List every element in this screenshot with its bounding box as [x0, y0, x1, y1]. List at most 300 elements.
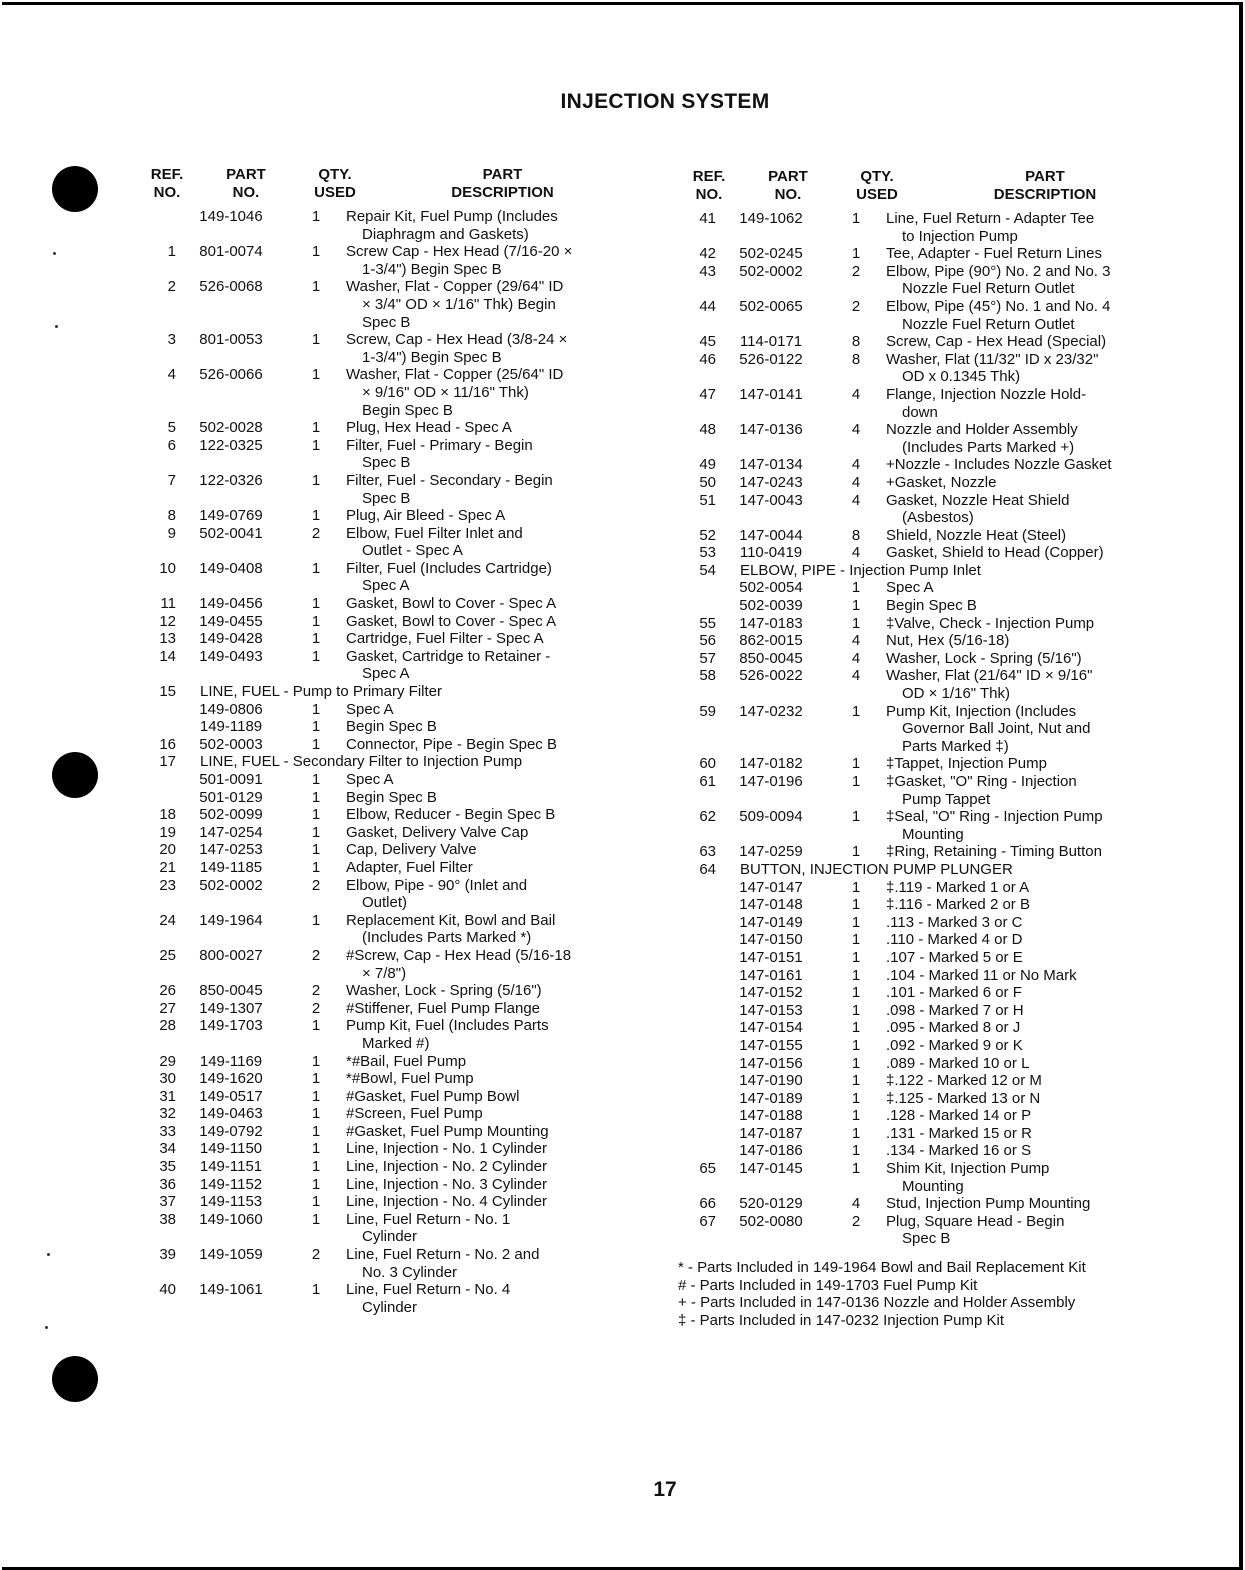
ref-no: [680, 949, 716, 967]
part-description: [886, 949, 1180, 967]
description-line: ‡Valve, Check - Injection Pump: [886, 614, 1095, 632]
table-row: [680, 914, 1180, 932]
part-no: 147-0148: [739, 896, 803, 914]
part-no: 147-0145: [739, 1160, 803, 1178]
ref-no: [680, 1019, 716, 1037]
ref-no: [680, 1055, 716, 1073]
table-row: [140, 331, 630, 366]
part-no: 801-0074: [199, 243, 263, 261]
description-line: Line, Injection - No. 1 Cylinder: [346, 1140, 547, 1158]
part-no: 147-0254: [199, 823, 263, 841]
description-line: Stud, Injection Pump Mounting: [886, 1195, 1091, 1213]
table-row: [140, 560, 630, 595]
qty-used: 1: [311, 419, 321, 437]
table-row: [680, 562, 1180, 580]
ref-no: 51: [699, 491, 716, 509]
description-line: Screw, Cap - Hex Head (3/8-24 ×: [346, 331, 568, 349]
part-no: 147-0147: [739, 878, 803, 896]
ref-no: [680, 1072, 716, 1090]
ref-no: 13: [159, 630, 176, 648]
header-qty-used: QTY. USED: [314, 166, 356, 201]
ref-no: 63: [699, 843, 716, 861]
qty-used: 4: [851, 421, 861, 439]
part-no: 147-0187: [739, 1124, 803, 1142]
qty-used: 1: [311, 647, 321, 665]
description-line: to Injection Pump: [902, 227, 1018, 245]
part-no: 149-1703: [199, 1017, 263, 1035]
table-row: [140, 525, 630, 560]
table-row: [140, 1017, 630, 1052]
ref-no: [680, 1090, 716, 1108]
part-no: 147-0153: [739, 1001, 803, 1019]
description-line: .101 - Marked 6 or F: [886, 984, 1022, 1002]
description-line: down: [902, 403, 938, 421]
description-line: .095 - Marked 8 or J: [886, 1019, 1021, 1037]
description-line: 1-3/4") Begin Spec B: [362, 260, 502, 278]
qty-used: 1: [311, 1175, 321, 1193]
table-row: [140, 789, 630, 807]
description-line: Gasket, Shield to Head (Copper): [886, 544, 1104, 562]
qty-used: 4: [851, 1195, 861, 1213]
part-description: [886, 263, 1180, 298]
part-description: [346, 648, 630, 683]
description-line: × 7/8"): [362, 964, 407, 982]
part-description: [886, 456, 1180, 474]
description-line: Cap, Delivery Valve: [346, 841, 477, 859]
qty-used: 1: [311, 559, 321, 577]
description-line: Begin Spec B: [886, 597, 977, 615]
part-no: 147-0150: [739, 931, 803, 949]
qty-used: 4: [851, 667, 861, 685]
table-row: [680, 984, 1180, 1002]
ref-no: 30: [159, 1070, 176, 1088]
part-no: 149-1152: [199, 1175, 263, 1193]
description-line: (Asbestos): [902, 509, 974, 527]
ref-no: 47: [699, 385, 716, 403]
description-line: Spec A: [346, 771, 394, 788]
description-line: .107 - Marked 5 or E: [886, 948, 1023, 966]
part-description: [346, 806, 630, 824]
description-line: Mounting: [902, 825, 964, 843]
part-no: 122-0325: [199, 436, 263, 454]
table-row: [140, 1053, 630, 1071]
description-line: Gasket, Delivery Valve Cap: [346, 823, 529, 841]
part-no: 147-0152: [739, 984, 803, 1002]
qty-used: 1: [851, 1107, 861, 1125]
description-line: #Stiffener, Fuel Pump Flange: [346, 999, 541, 1017]
qty-used: 1: [311, 471, 321, 489]
part-description: [346, 507, 630, 525]
qty-used: 1: [851, 597, 861, 615]
part-description: [886, 1195, 1180, 1213]
table-row: [680, 632, 1180, 650]
description-line: Connector, Pipe - Begin Spec B: [346, 735, 557, 753]
ref-no: 20: [159, 841, 176, 859]
part-description: [886, 931, 1180, 949]
ref-no: 35: [159, 1158, 176, 1176]
description-line: Elbow, Pipe - 90° (Inlet and: [346, 876, 528, 894]
qty-used: 8: [851, 333, 861, 351]
ref-no: 18: [159, 806, 176, 824]
part-description: [886, 597, 1180, 615]
ref-no: 56: [699, 632, 716, 650]
ref-no: [680, 879, 716, 897]
ref-no: 64: [699, 860, 716, 878]
ref-no: 21: [159, 858, 176, 876]
ref-no: [140, 208, 176, 243]
part-description: [886, 1090, 1180, 1108]
qty-used: 2: [311, 999, 321, 1017]
right-parts-table: [680, 210, 1180, 1248]
ref-no: 26: [159, 982, 176, 1000]
description-line: +Nozzle - Includes Nozzle Gasket: [886, 456, 1112, 474]
page-title: INJECTION SYSTEM: [560, 90, 770, 113]
part-description: [346, 877, 630, 912]
qty-used: 1: [311, 1052, 321, 1070]
part-description: [346, 437, 630, 472]
description-line: Mounting: [902, 1177, 964, 1195]
part-description: [346, 1211, 630, 1246]
part-no: 147-0044: [739, 526, 803, 544]
table-row: [140, 947, 630, 982]
description-line: Repair Kit, Fuel Pump (Includes: [346, 208, 558, 225]
part-description: [346, 472, 630, 507]
qty-used: 4: [851, 491, 861, 509]
part-no: 526-0068: [199, 278, 263, 296]
part-no: 520-0129: [739, 1195, 803, 1213]
table-row: [680, 667, 1180, 702]
table-row: [140, 1105, 630, 1123]
part-no: 149-1169: [199, 1052, 263, 1070]
qty-used: 2: [311, 982, 321, 1000]
part-description: [346, 841, 630, 859]
qty-used: 1: [311, 841, 321, 859]
table-row: [140, 208, 630, 243]
group-heading: ELBOW, PIPE - Injection Pump Inlet: [740, 561, 981, 579]
table-row: [140, 1000, 630, 1018]
part-description: [346, 771, 630, 789]
part-description: [346, 1176, 630, 1194]
part-description: [346, 1123, 630, 1141]
ref-no: 29: [159, 1052, 176, 1070]
part-description: [886, 1213, 1180, 1248]
table-row: [680, 333, 1180, 351]
part-description: [886, 544, 1180, 562]
footnote-line: # - Parts Included in 149-1703 Fuel Pump Kit: [678, 1276, 978, 1294]
part-description: [886, 333, 1180, 351]
ref-no: 19: [159, 823, 176, 841]
description-line: Gasket, Bowl to Cover - Spec A: [346, 595, 557, 613]
qty-used: 1: [311, 278, 321, 296]
table-row: [140, 824, 630, 842]
table-row: [140, 613, 630, 631]
part-description: [886, 1002, 1180, 1020]
header-qty-used: QTY. USED: [856, 168, 898, 203]
table-row: [680, 298, 1180, 333]
ref-no: 16: [159, 735, 176, 753]
description-line: Nozzle Fuel Return Outlet: [902, 280, 1075, 298]
description-line: Elbow, Pipe (45°) No. 1 and No. 4: [886, 297, 1111, 315]
qty-used: 1: [851, 878, 861, 896]
ref-no: 34: [159, 1140, 176, 1158]
part-description: [346, 1140, 630, 1158]
part-description: [346, 243, 630, 278]
qty-used: 1: [851, 896, 861, 914]
scan-speck: [47, 1253, 50, 1256]
part-no: 501-0129: [199, 788, 263, 806]
description-line: Washer, Flat - Copper (29/64" ID: [346, 278, 564, 296]
ref-no: 39: [159, 1246, 176, 1264]
part-no: 147-0154: [739, 1019, 803, 1037]
part-description: [886, 210, 1180, 245]
part-description: [886, 615, 1180, 633]
part-no: 526-0022: [739, 667, 803, 685]
table-row: [140, 1211, 630, 1246]
qty-used: 4: [851, 632, 861, 650]
description-line: Begin Spec B: [346, 718, 437, 736]
qty-used: 1: [311, 771, 321, 788]
qty-used: 2: [851, 1212, 861, 1230]
description-line: (Includes Parts Marked +): [902, 438, 1075, 456]
part-no: 147-0243: [739, 473, 803, 491]
part-no: 149-1620: [199, 1070, 263, 1088]
ref-no: 8: [167, 507, 176, 525]
qty-used: 2: [851, 262, 861, 280]
part-description: [886, 1125, 1180, 1143]
left-parts-table: [140, 208, 630, 1316]
qty-used: 4: [851, 456, 861, 474]
qty-used: 1: [851, 1124, 861, 1142]
description-line: +Gasket, Nozzle: [886, 473, 997, 491]
part-description: [886, 755, 1180, 773]
part-no: 502-0080: [739, 1212, 803, 1230]
table-row: [140, 630, 630, 648]
qty-used: 1: [311, 366, 321, 384]
part-no: 502-0002: [739, 262, 803, 280]
part-no: 149-0463: [199, 1105, 263, 1123]
part-no: 149-1059: [199, 1246, 263, 1264]
table-row: [140, 278, 630, 331]
qty-used: 1: [851, 1001, 861, 1019]
qty-used: 8: [851, 526, 861, 544]
part-no: 149-0806: [199, 700, 263, 718]
part-no: 147-0189: [739, 1089, 803, 1107]
ref-no: 9: [167, 524, 176, 542]
part-no: 147-0182: [739, 755, 803, 773]
description-line: ‡.125 - Marked 13 or N: [886, 1089, 1041, 1107]
table-row: [680, 879, 1180, 897]
part-description: [346, 982, 630, 1000]
part-description: [886, 474, 1180, 492]
part-description: [346, 789, 630, 807]
part-description: [886, 298, 1180, 333]
binder-hole: [52, 1356, 98, 1402]
ref-no: [140, 771, 176, 789]
part-no: 149-1189: [199, 718, 263, 736]
part-description: [886, 843, 1180, 861]
table-row: [680, 1019, 1180, 1037]
ref-no: [680, 931, 716, 949]
qty-used: 1: [311, 718, 321, 736]
part-no: 147-0149: [739, 913, 803, 931]
qty-used: 1: [311, 436, 321, 454]
part-no: 149-0792: [199, 1122, 263, 1140]
ref-no: [680, 1037, 716, 1055]
qty-used: 1: [851, 1142, 861, 1160]
description-line: .128 - Marked 14 or P: [886, 1107, 1032, 1125]
table-row: [680, 386, 1180, 421]
qty-used: 1: [851, 984, 861, 1002]
qty-used: 1: [851, 948, 861, 966]
part-no: 850-0045: [199, 982, 263, 1000]
qty-used: 1: [311, 208, 321, 225]
table-row: [140, 912, 630, 947]
ref-no: 15: [159, 683, 176, 701]
description-line: #Screw, Cap - Hex Head (5/16-18: [346, 946, 572, 964]
part-description: [346, 1281, 630, 1316]
description-line: .131 - Marked 15 or R: [886, 1124, 1032, 1142]
ref-no: 23: [159, 876, 176, 894]
part-no: 122-0326: [199, 471, 263, 489]
table-row: [140, 1123, 630, 1141]
scan-speck: [45, 1326, 48, 1329]
part-no: 147-0151: [739, 948, 803, 966]
part-description: [346, 1088, 630, 1106]
part-description: [886, 650, 1180, 668]
ref-no: 36: [159, 1175, 176, 1193]
ref-no: 38: [159, 1210, 176, 1228]
description-line: Filter, Fuel - Primary - Begin: [346, 436, 533, 454]
description-line: Filter, Fuel (Includes Cartridge): [346, 559, 552, 577]
table-row: [140, 718, 630, 736]
table-row: [140, 877, 630, 912]
part-description: [346, 1158, 630, 1176]
table-row: [680, 579, 1180, 597]
table-row: [680, 421, 1180, 456]
qty-used: 1: [851, 1089, 861, 1107]
table-row: [140, 859, 630, 877]
part-no: 147-0156: [739, 1054, 803, 1072]
table-row: [680, 1072, 1180, 1090]
table-row: [140, 437, 630, 472]
description-line: #Screen, Fuel Pump: [346, 1105, 483, 1123]
part-no: 850-0045: [739, 649, 803, 667]
table-row: [680, 967, 1180, 985]
qty-used: 1: [311, 507, 321, 525]
qty-used: 4: [851, 473, 861, 491]
description-line: .092 - Marked 9 or K: [886, 1036, 1023, 1054]
description-line: Nozzle Fuel Return Outlet: [902, 315, 1075, 333]
table-row: [140, 683, 630, 701]
part-no: 502-0054: [739, 579, 803, 597]
table-row: [680, 263, 1180, 298]
table-row: [680, 210, 1180, 245]
ref-no: 44: [699, 297, 716, 315]
part-no: 149-0428: [199, 630, 263, 648]
qty-used: 1: [851, 755, 861, 773]
ref-no: [680, 1125, 716, 1143]
part-no: 147-0136: [739, 421, 803, 439]
qty-used: 2: [311, 876, 321, 894]
ref-no: 12: [159, 612, 176, 630]
description-line: Spec B: [362, 313, 411, 331]
ref-no: 7: [167, 471, 176, 489]
part-description: [346, 824, 630, 842]
part-no: 149-1061: [199, 1281, 263, 1299]
table-row: [680, 808, 1180, 843]
part-no: 147-0141: [739, 385, 803, 403]
table-row: [680, 456, 1180, 474]
qty-used: 2: [311, 524, 321, 542]
ref-no: 31: [159, 1087, 176, 1105]
table-row: [680, 703, 1180, 756]
ref-no: 40: [159, 1281, 176, 1299]
part-no: 149-1062: [739, 210, 803, 227]
qty-used: 1: [311, 700, 321, 718]
part-description: [346, 595, 630, 613]
group-heading: LINE, FUEL - Secondary Filter to Injection Pump: [200, 753, 523, 771]
qty-used: 1: [851, 1054, 861, 1072]
scan-speck: [55, 325, 58, 328]
qty-used: 1: [851, 931, 861, 949]
part-no: 147-0190: [739, 1072, 803, 1090]
table-row: [680, 351, 1180, 386]
table-row: [680, 1002, 1180, 1020]
part-no: 149-1307: [199, 999, 263, 1017]
ref-no: 42: [699, 245, 716, 263]
header-part-description: PART DESCRIPTION: [451, 166, 554, 201]
part-description: [346, 912, 630, 947]
part-no: 502-0065: [739, 297, 803, 315]
ref-no: 14: [159, 647, 176, 665]
description-line: Pump Tappet: [902, 790, 991, 808]
description-line: Marked #): [362, 1034, 430, 1052]
table-row: [680, 1055, 1180, 1073]
footnote-line: * - Parts Included in 149-1964 Bowl and Bail Replacement Kit: [678, 1259, 1086, 1276]
qty-used: 1: [311, 1070, 321, 1088]
table-row: [140, 1246, 630, 1281]
part-no: 149-1151: [199, 1158, 263, 1176]
part-description: [886, 421, 1180, 456]
qty-used: 1: [851, 702, 861, 720]
qty-used: 1: [851, 614, 861, 632]
table-row: [680, 949, 1180, 967]
qty-used: 1: [851, 1019, 861, 1037]
description-line: Gasket, Nozzle Heat Shield: [886, 491, 1070, 509]
ref-no: [680, 896, 716, 914]
part-no: 149-1060: [199, 1210, 263, 1228]
ref-no: 54: [699, 561, 716, 579]
qty-used: 4: [851, 385, 861, 403]
ref-no: [680, 967, 716, 985]
description-line: Elbow, Pipe (90°) No. 2 and No. 3: [886, 262, 1111, 280]
qty-used: 1: [851, 966, 861, 984]
ref-no: 65: [699, 1160, 716, 1178]
qty-used: 1: [311, 911, 321, 929]
description-line: OD × 1/16" Thk): [902, 685, 1011, 703]
qty-used: 1: [851, 210, 861, 227]
ref-no: [140, 701, 176, 719]
part-description: [886, 1019, 1180, 1037]
description-line: ‡Seal, "O" Ring - Injection Pump: [886, 808, 1103, 826]
table-row: [140, 753, 630, 771]
part-no: 502-0028: [199, 419, 263, 437]
ref-no: 59: [699, 702, 716, 720]
group-heading: LINE, FUEL - Pump to Primary Filter: [200, 683, 442, 701]
qty-used: 1: [851, 843, 861, 861]
ref-no: 43: [699, 262, 716, 280]
description-line: Spec A: [362, 577, 410, 595]
